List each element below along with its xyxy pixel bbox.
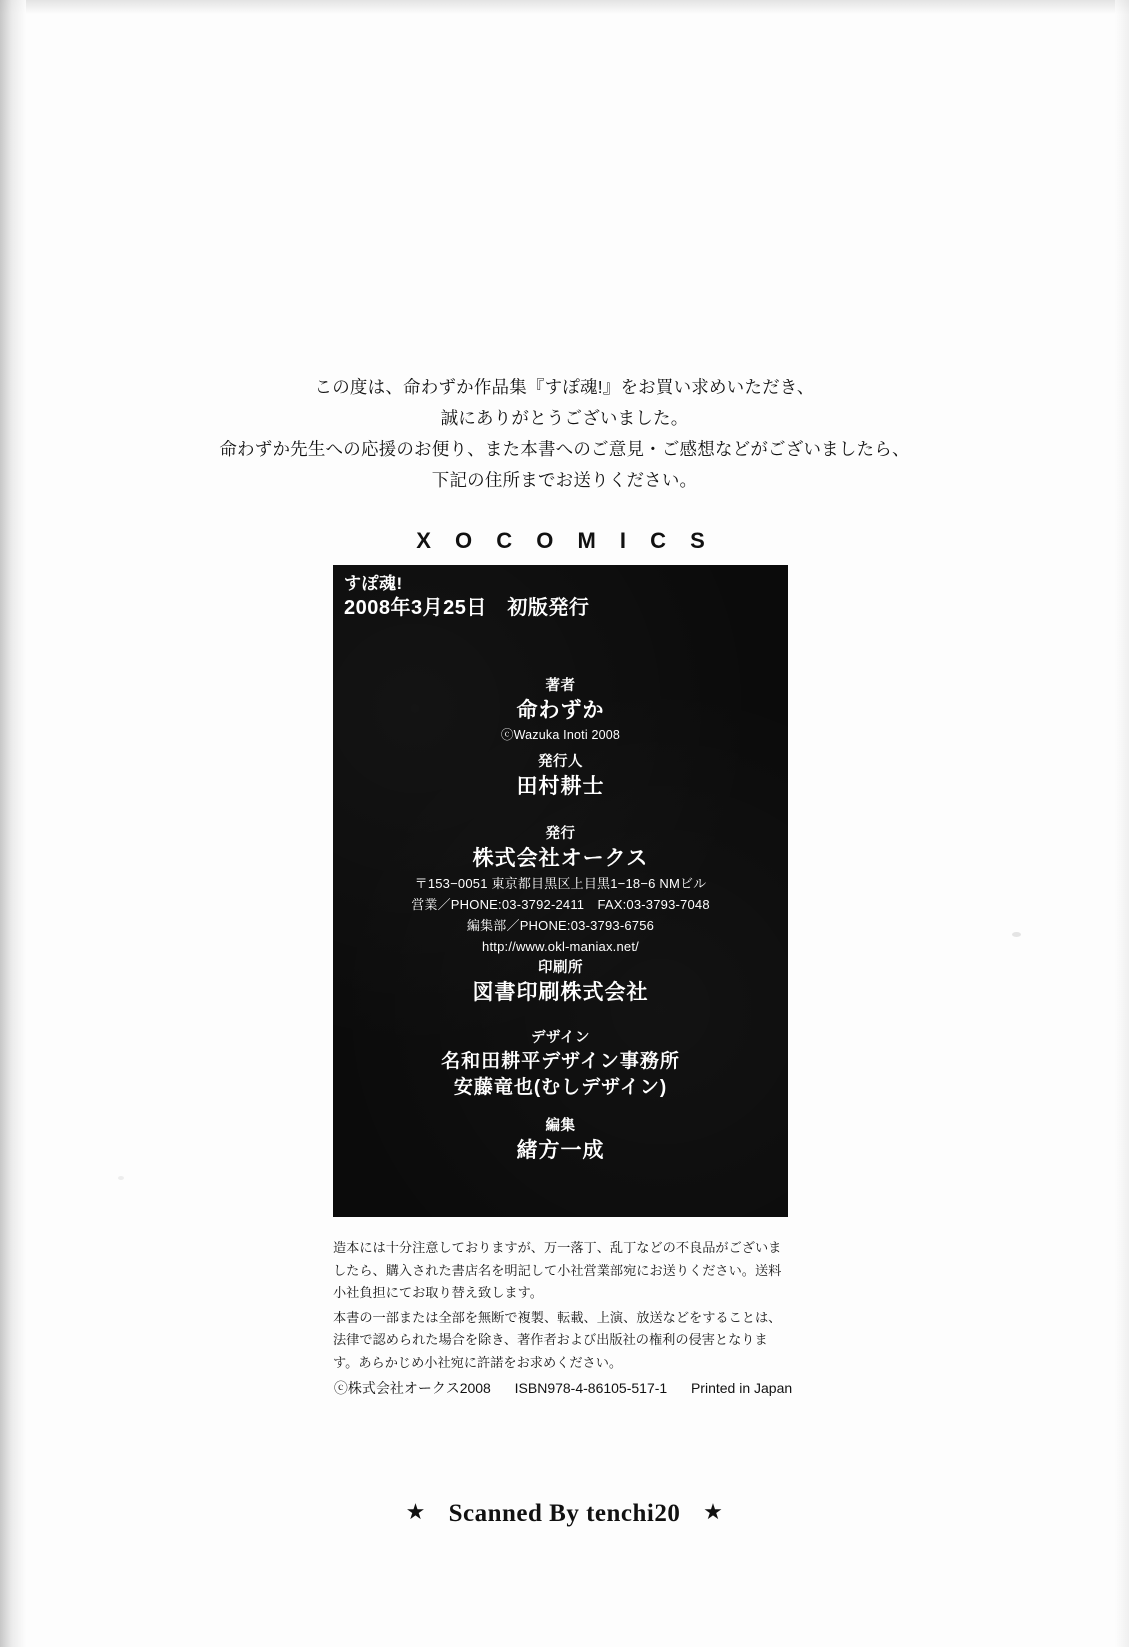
credit-publisher (333, 823, 788, 957)
printer-role-label: 印刷所 (538, 960, 583, 976)
credit-publisher-person (333, 751, 788, 801)
book-title: すぽ魂! (344, 574, 403, 593)
design-person-name: 安藤竜也(むしデザイン) (453, 1077, 668, 1098)
publisher-url: http://www.okl-maniax.net/ (482, 939, 639, 954)
publisher-address: 〒153−0051 東京都目黒区上目黒1−18−6 NMビル (414, 876, 707, 891)
scan-edge-top (0, 0, 1129, 14)
scan-credit-text: Scanned By tenchi20 (448, 1500, 681, 1527)
design-studio-name: 名和田耕平デザイン事務所 (441, 1051, 680, 1072)
printer-name: 図書印刷株式会社 (472, 981, 649, 1004)
design-role-label: デザイン (531, 1030, 590, 1046)
publication-date: 2008年3月25日 初版発行 (344, 597, 590, 619)
colophon-title-group (344, 571, 589, 621)
publisher-role-label: 発行 (545, 826, 576, 842)
publisher-person-role-label: 発行人 (538, 754, 583, 770)
legal-defect-notice: 造本には十分注意しておりますが、万一落丁、乱丁などの不良品がございましたら、購入された書店名を明記して小社営業部宛にお送りください。送料小社負担にてお取り替え致します。 (333, 1240, 782, 1300)
credit-author (333, 675, 788, 745)
star-icon-left: ★ (405, 1500, 426, 1525)
scan-edge-left (0, 0, 26, 1647)
scan-blemish (1012, 932, 1021, 937)
editor-role-label: 編集 (545, 1118, 576, 1134)
footer-copyright-line (333, 1378, 793, 1398)
publisher-editorial-phone: 編集部／PHONE:03-3793-6756 (466, 918, 655, 933)
publisher-name: 株式会社オークス (472, 847, 649, 870)
author-copyright: ⓒWazuka Inoti 2008 (500, 728, 621, 742)
scan-blemish (118, 1176, 124, 1180)
publisher-person-name: 田村耕士 (516, 775, 605, 798)
thank-you-line-2: 誠にありがとうございました。 (440, 408, 689, 428)
footer-copyright: ⓒ株式会社オークス2008 (333, 1380, 491, 1396)
editor-name: 緒方一成 (516, 1139, 605, 1162)
credit-design (333, 1027, 788, 1101)
imprint-heading: X O C O M I C S (416, 528, 714, 553)
author-role-label: 著者 (545, 678, 576, 694)
publisher-sales-phone: 営業／PHONE:03-3792-2411 FAX:03-3793-7048 (411, 897, 710, 912)
legal-notices (333, 1237, 791, 1374)
credit-printer (333, 957, 788, 1007)
thank-you-message (0, 372, 1129, 496)
thank-you-line-4: 下記の住所までお送りください。 (431, 470, 698, 490)
colophon-block (333, 565, 788, 1217)
legal-reproduction-notice: 本書の一部または全部を無断で複製、転載、上演、放送などをすることは、法律で認められた場合を除き、著作者および出版社の権利の侵害となります。あらかじめ小社宛に許諾をお求めください。 (333, 1309, 782, 1370)
scan-credit (0, 1500, 1129, 1528)
thank-you-line-1: この度は、命わずか作品集『すぽ魂!』をお買い求めいただき、 (314, 377, 815, 397)
scan-edge-right (1115, 0, 1129, 1647)
star-icon-right: ★ (703, 1500, 724, 1525)
author-name: 命わずか (516, 699, 605, 722)
footer-isbn: ISBN978-4-86105-517-1 (514, 1380, 668, 1396)
credit-editor (333, 1115, 788, 1165)
thank-you-line-3: 命わずか先生への応援のお便り、また本書へのご意見・ご感想などがございましたら、 (219, 439, 910, 459)
footer-printed-in: Printed in Japan (690, 1380, 793, 1396)
